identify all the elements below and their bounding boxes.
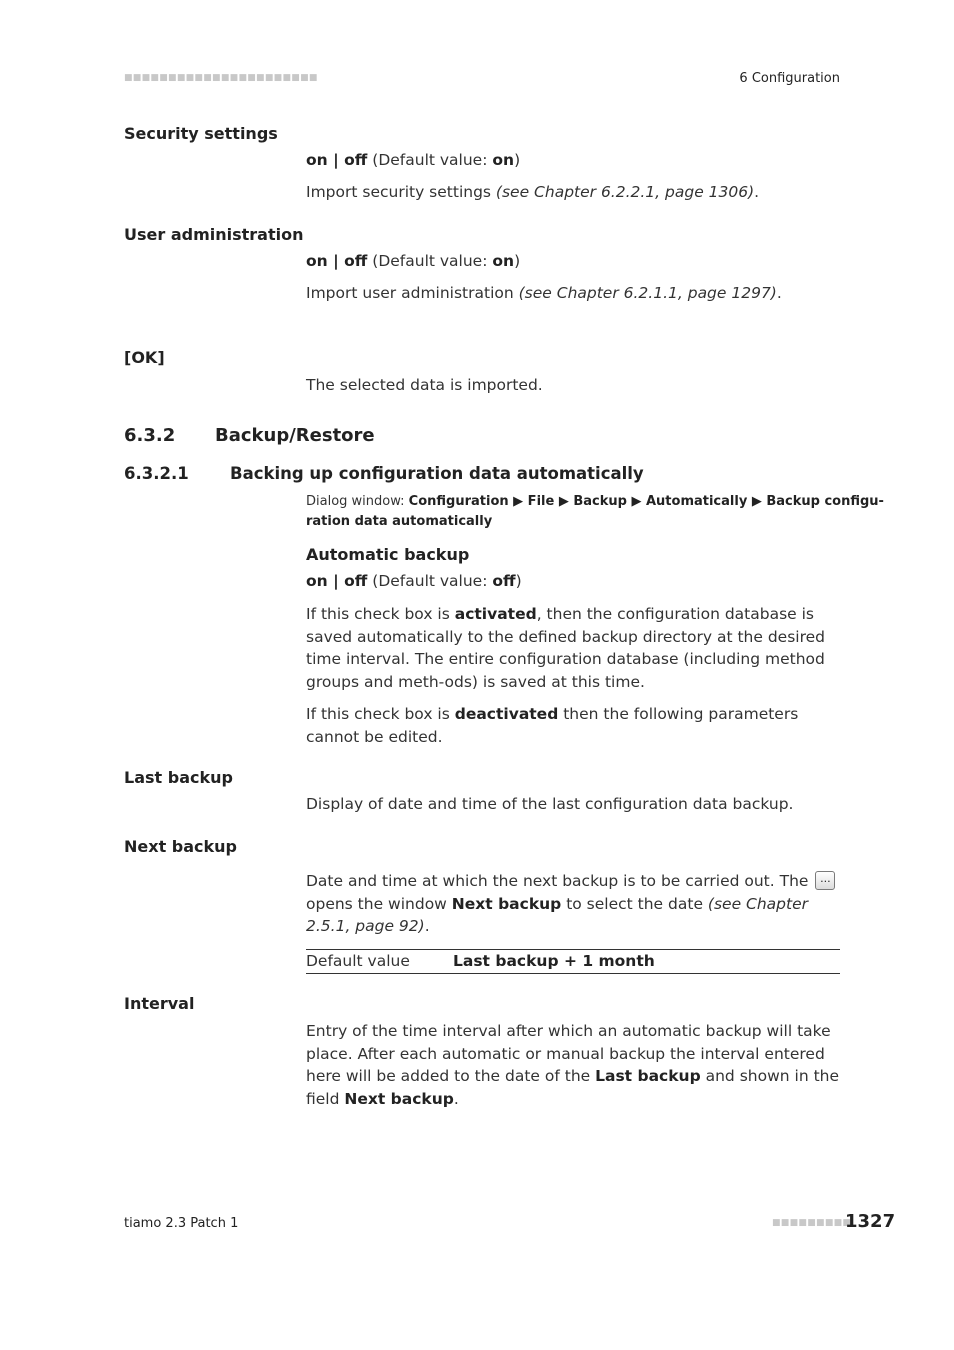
running-header-chapter: 6 Configuration [739,71,840,86]
default-value: on [492,151,515,169]
section-title: Backup/Restore [215,425,375,446]
desc-text: Import security settings [306,183,496,201]
dialog-path-menu: Configuration ▶ File ▶ Backup ▶ Automatically ▶ Backup configu- [408,494,884,509]
desc-end: . [776,284,782,302]
default-value: on [492,252,515,270]
subsection-number: 6.3.2.1 [124,464,189,483]
last-backup-heading: Last backup [124,768,233,787]
security-settings-options [306,151,520,169]
footer-decoration: ■■■■■■■■■ [772,1218,852,1228]
default-suffix: ) [515,572,522,590]
p1-text-c: , then the configuration database is saved automatically to the defined backup directory at the desired time interval. The entire configuration database (including method groups and meth-ods) is saved at this time. [306,605,826,691]
chapter-reference[interactable]: (see Chapter 6.2.1.1, page 1297) [518,284,777,302]
desc-end: . [754,183,760,201]
desc-window-name: Next backup [451,894,562,913]
page-number: 1327 [845,1211,896,1232]
p2-text-c: then the following parameters cannot be edited. [306,705,799,746]
footer-product: tiamo 2.3 Patch 1 [124,1216,239,1231]
p2-bold: deactivated [454,705,559,723]
automatic-backup-options [306,572,522,590]
next-backup-heading: Next backup [124,837,237,856]
user-administration-heading: User administration [124,225,304,244]
automatic-backup-paragraph-1 [306,603,840,693]
last-backup-description: Display of date and time of the last configuration data backup. [306,795,794,813]
user-administration-description [306,284,782,302]
desc-a: Date and time at which the next backup is to be carried out. The [306,872,814,890]
dialog-path-prefix: Dialog window: [306,494,409,509]
default-table-bottom-rule [306,973,840,974]
ellipsis-button-icon[interactable]: ... [815,871,835,890]
desc-a: Entry of the time interval after which an automatic backup will take place. After each automatic or manual backup the interval entered here will be added to the date of the [306,1022,831,1085]
desc-next-backup: Next backup [344,1089,454,1108]
chapter-reference[interactable]: (see Chapter 2.5.1, page 92) [306,894,808,935]
user-administration-options [306,252,520,270]
default-prefix: (Default value: [367,252,493,270]
dialog-path-line-1 [306,492,884,512]
chapter-reference[interactable]: (see Chapter 6.2.2.1, page 1306) [495,183,755,201]
interval-heading: Interval [124,994,195,1013]
desc-text: Import user administration [306,284,519,302]
default-value: off [492,572,516,590]
next-backup-description [306,870,840,938]
header-decoration: ■■■■■■■■■■■■■■■■■■■■■■ [124,73,318,83]
dialog-path-line-2: ration data automatically [306,514,493,529]
p1-text-a: If this check box is [306,605,455,623]
desc-b: opens the window [306,894,452,913]
p2-text-a: If this check box is [306,705,455,723]
default-value-label: Default value [306,952,410,970]
desc-last-backup: Last backup [595,1067,701,1085]
default-prefix: (Default value: [367,151,493,169]
security-settings-description [306,183,759,201]
default-table-top-rule [306,949,840,950]
section-number: 6.3.2 [124,425,176,446]
desc-end: . [424,917,430,935]
default-value-text: Last backup + 1 month [453,952,655,970]
options-text: on | off [306,252,368,270]
automatic-backup-heading: Automatic backup [306,545,470,564]
options-text: on | off [306,151,368,169]
options-text: on | off [306,572,368,590]
automatic-backup-paragraph-2 [306,703,840,748]
desc-c: and shown in the field [306,1067,840,1108]
security-settings-heading: Security settings [124,124,278,143]
dialog-path [306,492,884,532]
subsection-title: Backing up configuration data automatically [230,464,644,483]
default-suffix: ) [514,252,521,270]
ok-description: The selected data is imported. [306,376,543,394]
desc-d: to select the date [561,894,708,913]
p1-bold: activated [454,605,537,623]
desc-end: . [453,1089,459,1108]
default-prefix: (Default value: [367,572,493,590]
default-suffix: ) [514,151,521,169]
ok-heading: [OK] [124,348,165,367]
interval-description [306,1020,840,1110]
